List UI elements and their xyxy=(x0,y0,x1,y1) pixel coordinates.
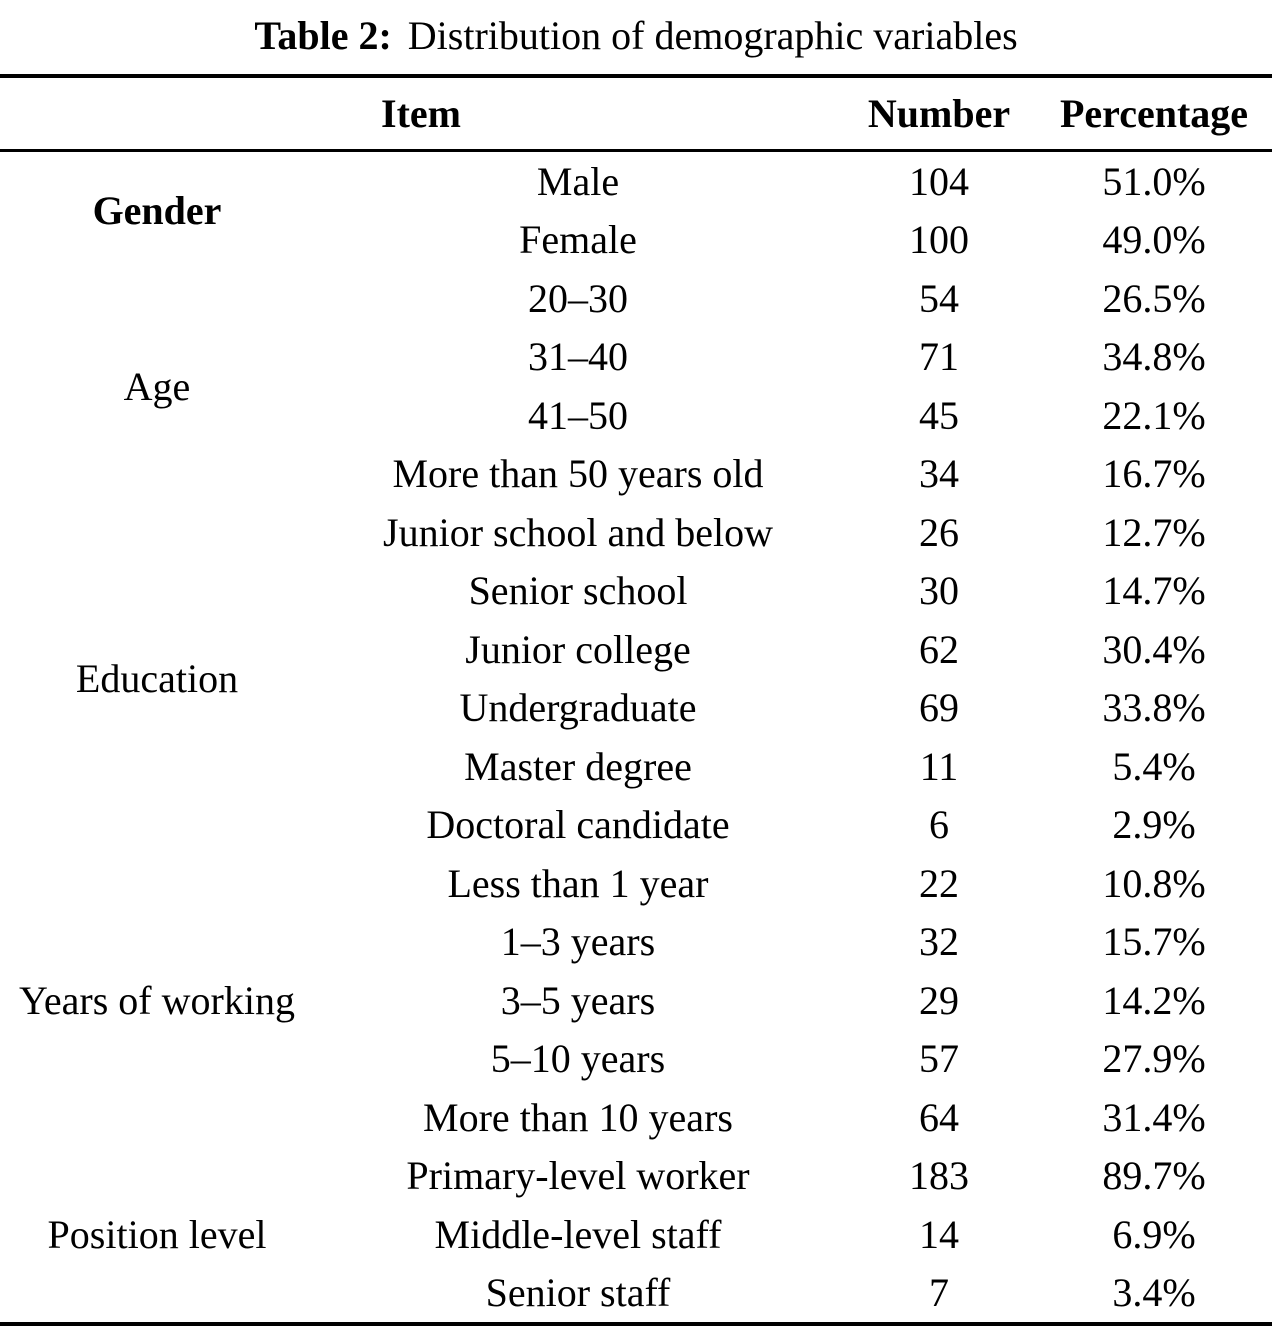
table-body xyxy=(0,151,1272,1325)
percentage-cell: 10.8% xyxy=(1102,860,1206,906)
item-cell: 41–50 xyxy=(528,392,628,438)
header-item: Item xyxy=(0,76,842,151)
header-percentage: Percentage xyxy=(1036,76,1272,151)
percentage-cell: 31.4% xyxy=(1102,1094,1206,1140)
header-number: Number xyxy=(842,76,1036,151)
item-cell: Male xyxy=(536,158,620,204)
demographics-table xyxy=(0,74,1272,1326)
number-cell: 54 xyxy=(919,275,959,321)
item-cell: 31–40 xyxy=(528,334,628,380)
percentage-cell: 15.7% xyxy=(1102,919,1206,965)
percentage-cell: 34.8% xyxy=(1102,334,1206,380)
table-row xyxy=(0,151,1272,211)
item-cell: Doctoral candidate xyxy=(426,802,730,848)
item-cell: 3–5 years xyxy=(500,977,656,1023)
category-label: Years of working xyxy=(19,977,295,1023)
percentage-cell: 5.4% xyxy=(1112,743,1196,789)
category-label: Gender xyxy=(92,188,222,233)
percentage-cell: 12.7% xyxy=(1102,509,1206,555)
table-row xyxy=(0,503,1272,562)
item-cell: 1–3 years xyxy=(500,919,656,965)
table-row xyxy=(0,1147,1272,1206)
percentage-cell: 22.1% xyxy=(1102,392,1206,438)
number-cell: 32 xyxy=(919,919,959,965)
number-cell: 26 xyxy=(919,509,959,555)
number-cell: 22 xyxy=(919,860,959,906)
item-cell: More than 10 years xyxy=(423,1094,733,1140)
number-cell: 14 xyxy=(919,1211,959,1257)
table-header-row xyxy=(0,76,1272,151)
number-cell: 7 xyxy=(929,1270,949,1316)
item-cell: Junior college xyxy=(465,626,691,672)
number-cell: 45 xyxy=(919,392,959,438)
table-row xyxy=(0,269,1272,328)
category-label: Age xyxy=(123,363,191,409)
item-cell: Less than 1 year xyxy=(447,860,709,906)
item-cell: Senior school xyxy=(468,568,688,614)
number-cell: 34 xyxy=(919,451,959,497)
number-cell: 71 xyxy=(919,334,959,380)
percentage-cell: 49.0% xyxy=(1102,217,1206,263)
category-label: Position level xyxy=(47,1211,267,1257)
item-cell: 5–10 years xyxy=(490,1036,666,1082)
number-cell: 6 xyxy=(929,802,949,848)
item-cell: Middle-level staff xyxy=(434,1211,722,1257)
category-label: Education xyxy=(75,656,239,701)
item-cell: 20–30 xyxy=(528,275,628,321)
item-cell: Master degree xyxy=(464,743,692,789)
item-cell: Undergraduate xyxy=(459,685,697,731)
percentage-cell: 6.9% xyxy=(1112,1211,1196,1257)
percentage-cell: 51.0% xyxy=(1102,158,1206,204)
percentage-cell: 30.4% xyxy=(1102,626,1206,672)
number-cell: 69 xyxy=(919,685,959,731)
percentage-cell: 89.7% xyxy=(1102,1153,1206,1199)
percentage-cell: 14.7% xyxy=(1102,568,1206,614)
table-caption-text: Distribution of demographic variables xyxy=(407,12,1018,58)
item-cell: Senior staff xyxy=(485,1270,671,1316)
item-cell: Primary-level worker xyxy=(406,1153,750,1199)
percentage-cell: 16.7% xyxy=(1102,451,1206,497)
number-cell: 57 xyxy=(919,1036,959,1082)
number-cell: 100 xyxy=(909,217,969,263)
percentage-cell: 33.8% xyxy=(1102,685,1206,731)
percentage-cell: 26.5% xyxy=(1102,275,1206,321)
table-caption-label: Table 2: xyxy=(254,12,392,58)
table-row xyxy=(0,854,1272,913)
number-cell: 183 xyxy=(909,1153,969,1199)
table-caption xyxy=(0,0,1272,66)
number-cell: 104 xyxy=(909,158,969,204)
number-cell: 64 xyxy=(919,1094,959,1140)
percentage-cell: 14.2% xyxy=(1102,977,1206,1023)
number-cell: 62 xyxy=(919,626,959,672)
item-cell: Female xyxy=(519,217,637,263)
number-cell: 30 xyxy=(919,568,959,614)
item-cell: More than 50 years old xyxy=(392,451,764,497)
percentage-cell: 2.9% xyxy=(1112,802,1196,848)
item-cell: Junior school and below xyxy=(383,509,773,555)
percentage-cell: 3.4% xyxy=(1112,1270,1196,1316)
number-cell: 29 xyxy=(919,977,959,1023)
number-cell: 11 xyxy=(919,743,959,789)
percentage-cell: 27.9% xyxy=(1102,1036,1206,1082)
